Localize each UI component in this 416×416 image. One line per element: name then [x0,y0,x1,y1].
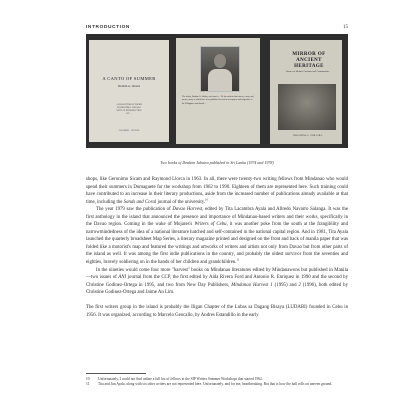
footnotes [86,377,348,388]
book-subtitle: Stories of Islamic Customs and Communities [286,70,330,73]
book-title: A CANTO OF SUMMER [102,76,156,81]
book-cover-mirror-of-ancient-heritage [270,40,342,144]
footnote-text: Unfortunately, I could not find online a full list of fellows at the SIP Writers Summer Workshops that started 1962. [98,377,263,381]
figure-caption: Two books of Ibrahim Jubaira published in Sri Lanka (1974 and 1978) [160,160,274,165]
paragraph: The first writers group in the island is probably the Iligan Chapter of the Lubas sa Dagang Bisaya (LUDABI) founded in Cebu in 1956. It was organized, according to Marcelo Geocallo, by Andres Estandillo in the early [86,305,348,318]
book-title: MIRROR OF ANCIENT HERITAGE [292,52,326,69]
book-photo [86,34,348,148]
book-cover-imprint: COLOMBO · CEYLON [118,130,140,132]
footnote-ref[interactable]: 11 [236,257,240,262]
footnote-text: Tita and Jun Ayala, along with six other writers are not represented here. Unfortunately, and for me, heartbreaking. But that is how the ball rolls on uneven ground. [98,382,333,387]
paragraph: shops, like Geronimo Sicam and Raymond Llorca in 1963. In all, there were twenty-two writing fellows from Mindanao who would spend their summers in Dumaguete for the workshop from 1962 to 1990. Eighteen of them are represented here. Such training could have contributed to an increase in their literary productions, aside from the increased number of publications already available at that time, including the Sands and Coral journal of the university.$^{10}$ [86,177,348,205]
book-cover-canto-of-summer [89,40,169,142]
book-author: Ibrahim A. Jubaira [117,84,141,88]
page-number: 15 [343,25,348,30]
author-portrait [200,46,240,92]
book-cover-text: A COLLECTION OF POEMS BY IBRAHIM A. JUBAIRA WITH AN INTRODUCTION BY ... [116,104,142,115]
paragraph: In the nineties would come four more "harvest" books on Mindanao literatures edited by Mindanawons but published in Manila—two issues of ANI journal from the CCP, the first edited by Aida Rivera Ford and Antonio R. Enriquez in 1990 and the second by Christine Godinez-Ortega in 1995, and two from New Day Publishers, Mindanao Harvest 1 (1995) and 2 (1996), both edited by Christine Godinez-Ortega and Jaime An Lim. [86,267,349,296]
footnote-divider [86,373,146,374]
footnote-number: 10 [86,377,90,381]
page-header [86,25,348,30]
paragraph: The year 1979 saw the publication of Davao Harvest, edited by Tita Lacambra Ayala and Allredo Navarro Salanga. It was the first anthology in the island that announced the presence and importance of Mindanao-based writers and their works, specifically in the Davao region. Coming in the wake of Mojares's Writers of Cebu, it was another poke from the south at the frangibility and narrowmindedness of the idea of a national literature hatched and self-contained in the national capital region. And in 1981, Tita Ayala launched the quarterly broadsheet Map Series, a literary magazine printed and designed on the front and back of manila paper that was folded like a motorist's map and featured the writings and artworks of writers and artists not only from Davao but from other parts of the island as well. It was among the first indie publications in the country, and probably the oldest survivor from the seventies and eighties, bravely soldiering on in the hands of her children and grandchildren.$^{11}$ [86,207,348,266]
footnote [86,382,348,387]
footnote-number: 11 [86,382,90,387]
back-cover-text: The author, Ibrahim A. Jubaira, was born in ... He has written short stories, essays and poems, many of which have been published in various newspapers and magazines in the Philippines and abroad ... [182,96,254,105]
footnote-ref[interactable]: 10 [205,197,209,202]
body-text [86,176,348,319]
book-back-cover [176,38,260,144]
running-head: INTRODUCTION [86,25,130,30]
book-author: IBRAHIM A. JUBAIRA [293,134,323,137]
cover-illustration [278,84,336,130]
